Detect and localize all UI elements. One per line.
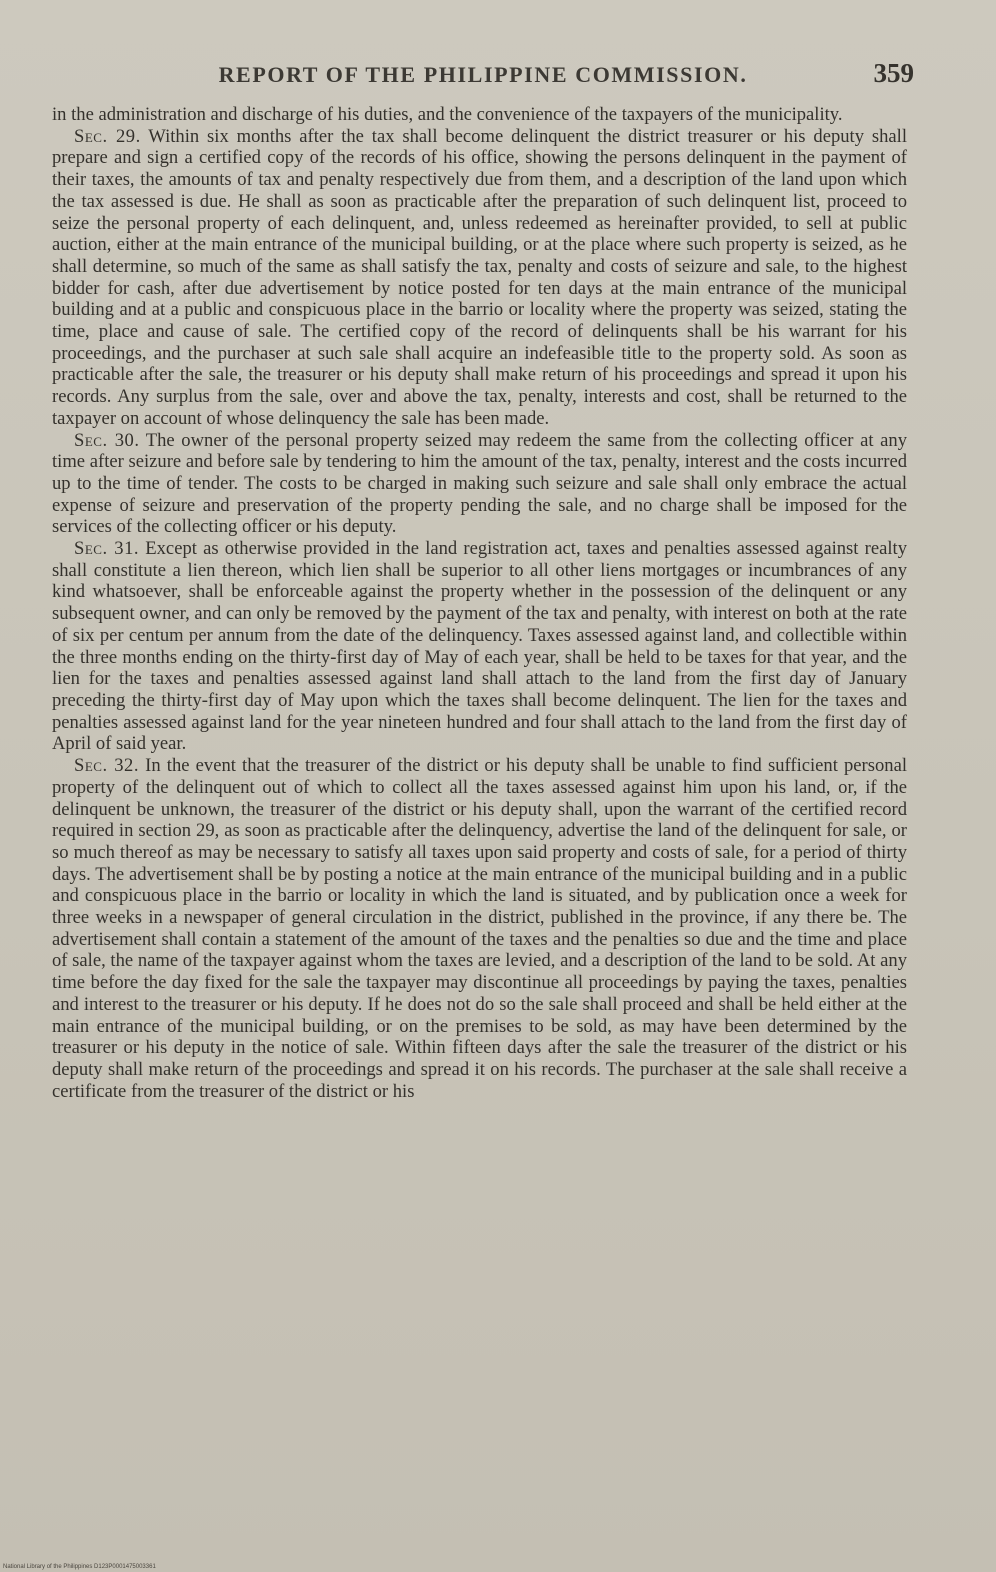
page-header xyxy=(52,58,914,92)
section-label: Sec. 30. xyxy=(74,429,140,451)
section-text: In the event that the treasurer of the district or his deputy shall be unable to find sufficient personal property of the delinquent out of which to collect all the taxes assessed against him upon his land, or, if the delinquent be unknown, the treasurer of the district or his deputy shall, upon the warrant of the certified record required in section 29, as soon as practicable after the delinquency, advertise the land of the delinquent for sale, or so much thereof as may be necessary to satisfy all taxes upon said property and costs of sale, for a period of thirty days. The advertisement shall be by posting a notice at the main entrance of the municipal building and in a public and conspicuous place in the barrio or locality in which the land is situated, and by publication once a week for three weeks in a newspaper of general circulation in the district, published in the province, if any there be. The advertisement shall contain a statement of the amount of the taxes and the penalties so due and the time and place of sale, the name of the taxpayer against whom the taxes are levied, and a description of the land to be sold. At any time before the day fixed for the sale the taxpayer may discontinue all proceedings by paying the taxes, penalties and interest to the treasurer or his deputy. If he does not do so the sale shall proceed and shall be held either at the main entrance of the municipal building, or on the premises to be sold, as may have been determined by the treasurer or his deputy in the notice of sale. Within fifteen days after the sale the treasurer of the district or his deputy shall make return of the proceedings and spread it on his records. The purchaser at the sale shall receive a certificate from the treasurer of the district or his xyxy=(52,755,907,1102)
section-label: Sec. 29. xyxy=(74,125,141,147)
section-text: The owner of the personal property seized may redeem the same from the collecting officer at any time after seizure and before sale by tendering to him the amount of the tax, penalty, interest and the costs incurred up to the time of tender. The costs to be charged in making such seizure and sale shall only embrace the actual expense of seizure and preservation of the property pending the sale, and no charge shall be imposed for the services of the collecting officer or his deputy. xyxy=(52,429,907,538)
running-head: REPORT OF THE PHILIPPINE COMMISSION. xyxy=(218,62,748,87)
section-label: Sec. 32. xyxy=(74,755,139,777)
section-32 xyxy=(52,755,907,1102)
document-body xyxy=(52,104,907,1102)
page-number: 359 xyxy=(873,58,914,88)
continuation-paragraph: in the administration and discharge of his duties, and the convenience of the taxpayers of the municipality. xyxy=(52,104,843,125)
section-text: Within six months after the tax shall become delinquent the district treasurer or his deputy shall prepare and sign a certified copy of the records of his office, showing the persons delinquent in the payment of their taxes, the amounts of tax and penalty respectively due from them, and a description of the land upon which the tax assessed is due. He shall as soon as practicable after the preparation of such delinquent list, proceed to seize the personal property of each delinquent, and, unless redeemed as hereinafter provided, to sell at public auction, either at the main entrance of the municipal building, or at the place where such property is seized, as he shall determine, so much of the same as shall satisfy the tax, penalty and costs of seizure and sale, to the highest bidder for cash, after due advertisement by notice posted for ten days at the main entrance of the municipal building and at a public and conspicuous place in the barrio or locality where the property was seized, stating the time, place and cause of sale. The certified copy of the record of delinquents shall be his warrant for his proceedings, and the purchaser at such sale shall acquire an indefeasible title to the property sold. As soon as practicable after the sale, the treasurer or his deputy shall make return of his proceedings and spread it upon his records. Any surplus from the sale, over and above the tax, penalty, interests and cost, shall be returned to the taxpayer on account of whose delinquency the sale has been made. xyxy=(52,125,907,429)
section-30 xyxy=(52,430,907,539)
library-footer-note: National Library of the Philippines D123P0001475003361 xyxy=(3,1564,156,1570)
section-text: Except as otherwise provided in the land registration act, taxes and penalties assessed against realty shall constitute a lien thereon, which lien shall be superior to all other liens mortgages or incumbrances of any kind whatsoever, shall be enforceable against the property whether in the possession of the delinquent or any subsequent owner, and can only be removed by the payment of the tax and penalty, with interest on both at the rate of six per centum per annum from the date of the delinquency. Taxes assessed against land, and collectible within the three months ending on the thirty-first day of May of each year, shall be held to be taxes for that year, and the lien for the taxes and penalties assessed against land shall attach to the land from the first day of January preceding the thirty-first day of May upon which the taxes shall become delinquent. The lien for the taxes and penalties assessed against land for the year nineteen hundred and four shall attach to the land from the first day of April of said year. xyxy=(52,538,907,755)
section-31 xyxy=(52,538,907,755)
section-29 xyxy=(52,126,907,430)
section-label: Sec. 31. xyxy=(74,538,140,560)
